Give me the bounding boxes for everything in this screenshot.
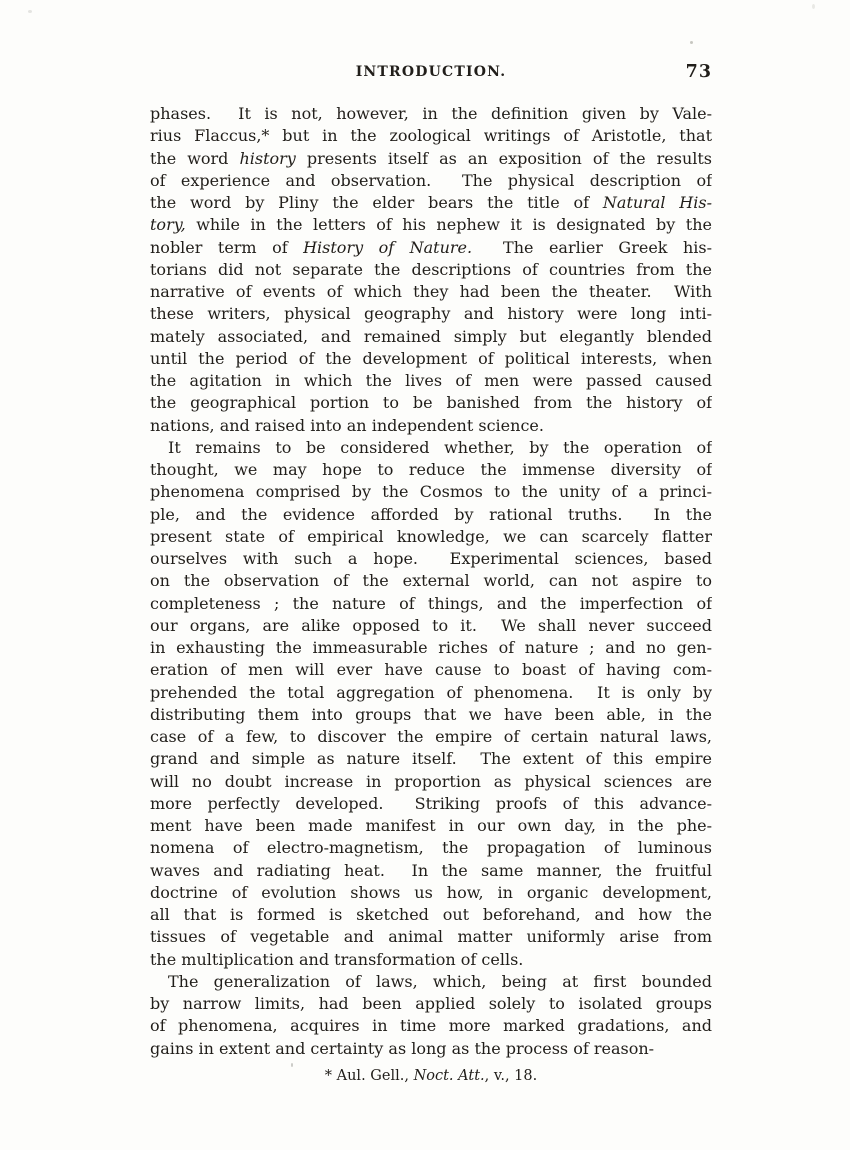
text-run: by narrow limits, had been applied solely to isolated groups (150, 994, 712, 1013)
text-line (150, 1038, 712, 1060)
text-line (150, 281, 712, 303)
text-line (150, 726, 712, 748)
text-line (150, 348, 712, 370)
text-line (150, 103, 712, 125)
text-line (150, 170, 712, 192)
text-run: present state of empirical knowledge, we can scarcely flatter (150, 526, 712, 546)
text-line (150, 926, 712, 948)
text-run: * Aul. Gell., (324, 1068, 414, 1084)
text-run: nomena of electro-magnetism, the propagation of luminous (150, 838, 712, 858)
text-run: prehended the total aggregation of phenomena. It is only by (150, 682, 712, 702)
text-line (150, 860, 712, 882)
text-run: distributing them into groups that we have been able, in the (150, 704, 712, 724)
text-line (150, 659, 712, 681)
text-run: presents itself as an exposition of the results (295, 148, 712, 168)
text-line (150, 704, 712, 726)
text-line (150, 259, 712, 281)
text-line (150, 570, 712, 592)
text-run: case of a few, to discover the empire of certain natural laws, (150, 727, 712, 746)
text-run: History of Nature. (303, 237, 473, 257)
text-run: rius Flaccus,* but in the zoological writings of Aristotle, that (150, 126, 712, 146)
scan-speck (690, 41, 693, 44)
text-run: , v., 18. (484, 1068, 538, 1084)
text-run: will no doubt increase in proportion as physical sciences are (150, 771, 712, 791)
text-run: completeness ; the nature of things, and the imperfection of (150, 593, 712, 613)
text-line (150, 192, 712, 214)
text-run: the multiplication and transformation of cells. (150, 949, 524, 969)
text-run: of experience and observation. The physical description of (150, 170, 712, 190)
text-run: ple, and the evidence afforded by rational truths. In the (150, 504, 712, 524)
text-line (150, 392, 712, 414)
text-run: mately associated, and remained simply but elegantly blended (150, 326, 712, 346)
text-line (150, 548, 712, 570)
text-run: nobler term of (150, 237, 304, 257)
scan-speck (812, 4, 815, 9)
text-run: the geographical portion to be banished from the history of (150, 393, 712, 413)
text-line (150, 837, 712, 859)
text-line (150, 326, 712, 348)
text-run: doctrine of evolution shows us how, in organic development, (150, 882, 712, 902)
text-run: narrative of events of which they had been the theater. With (150, 282, 712, 301)
text-line (150, 237, 712, 259)
text-run: phenomena comprised by the Cosmos to the unity of a princi- (150, 482, 712, 502)
text-run: phases. It is not, however, in the definition given by Vale- (150, 104, 712, 123)
text-line (150, 971, 712, 993)
text-line (150, 504, 712, 526)
text-line (150, 415, 712, 437)
text-run: It remains to be considered whether, by the operation of (168, 437, 712, 457)
text-run: the word by Pliny the elder bears the title of (150, 193, 603, 212)
text-run: these writers, physical geography and history were long inti- (150, 304, 712, 324)
text-run: on the observation of the external world, can not aspire to (150, 571, 712, 591)
text-line (150, 437, 712, 459)
text-run: ment have been made manifest in our own day, in the phe- (150, 816, 712, 835)
text-line (150, 148, 712, 170)
text-run: tory, (150, 215, 186, 235)
scan-speck (28, 10, 32, 13)
text-run: waves and radiating heat. In the same manner, the fruitful (150, 860, 712, 880)
text-line (150, 882, 712, 904)
text-line (150, 593, 712, 615)
text-line (150, 682, 712, 704)
text-run: history (239, 148, 296, 168)
text-line (150, 637, 712, 659)
text-run: until the period of the development of political interests, when (150, 348, 712, 368)
text-line (150, 459, 712, 481)
text-run: torians did not separate the descriptions of countries from the (150, 259, 712, 279)
text-run: Noct. Att. (413, 1068, 485, 1084)
text-run: the agitation in which the lives of men were passed caused (150, 371, 712, 390)
text-run: our organs, are alike opposed to it. We shall never succeed (150, 615, 712, 635)
footnote (150, 1066, 712, 1086)
text-line (150, 748, 712, 770)
text-line (150, 815, 712, 837)
text-line (150, 526, 712, 548)
text-line (150, 904, 712, 926)
running-head-title: INTRODUCTION. (355, 64, 507, 80)
text-run: all that is formed is sketched out beforehand, and how the (150, 905, 712, 924)
text-run: gains in extent and certainty as long as the process of reason- (150, 1038, 655, 1058)
page-body (150, 103, 712, 1060)
text-line (150, 303, 712, 325)
text-line (150, 481, 712, 503)
text-line (150, 615, 712, 637)
text-run: eration of men will ever have cause to boast of having com- (150, 660, 712, 680)
text-line (150, 949, 712, 971)
text-run: ourselves with such a hope. Experimental sciences, based (150, 549, 712, 568)
text-run: Natural His- (602, 193, 712, 212)
text-line (150, 214, 712, 236)
text-run: The generalization of laws, which, being at first bounded (168, 971, 712, 991)
text-line (150, 370, 712, 392)
text-run: the word (150, 148, 240, 168)
text-run: tissues of vegetable and animal matter uniformly arise from (150, 927, 712, 947)
text-run: The earlier Greek his- (472, 237, 712, 257)
page-header (150, 64, 712, 90)
text-run: of phenomena, acquires in time more marked gradations, and (150, 1016, 712, 1036)
text-line (150, 793, 712, 815)
paragraph (150, 971, 712, 1060)
paragraph (150, 437, 712, 971)
paragraph (150, 103, 712, 437)
text-line (150, 993, 712, 1015)
text-line (150, 1015, 712, 1037)
text-line (150, 771, 712, 793)
text-run: grand and simple as nature itself. The extent of this empire (150, 749, 712, 769)
text-run: in exhausting the immeasurable riches of nature ; and no gen- (150, 638, 712, 657)
text-run: nations, and raised into an independent science. (150, 415, 544, 435)
page-number: 73 (685, 62, 712, 82)
text-run: while in the letters of his nephew it is designated by the (185, 215, 712, 235)
text-run: more perfectly developed. Striking proofs of this advance- (150, 793, 712, 813)
text-line (150, 125, 712, 147)
text-run: thought, we may hope to reduce the immense diversity of (150, 460, 712, 479)
